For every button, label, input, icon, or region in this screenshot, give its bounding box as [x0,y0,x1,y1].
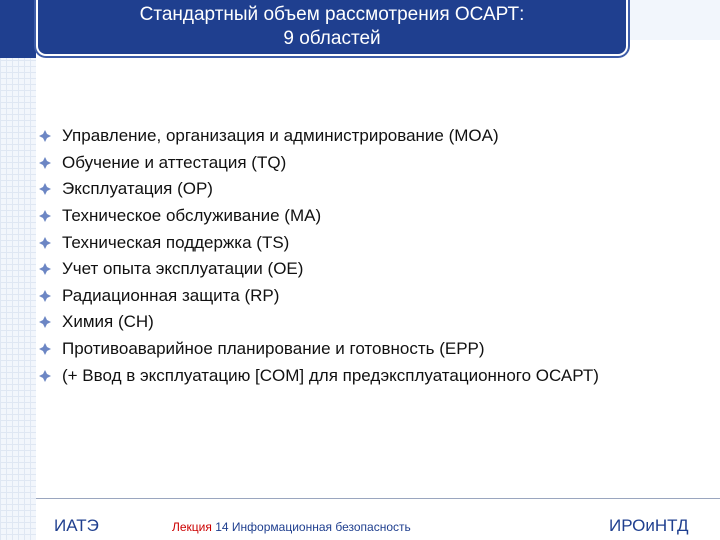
left-decorative-stripe [0,0,36,540]
slide-title-banner [36,0,628,56]
diamond-bullet-icon [38,342,52,356]
bullet-text: Обучение и аттестация (TQ) [62,152,287,172]
bullet-text: Техническая поддержка (TS) [62,232,290,252]
footer-institution: ИАТЭ [54,516,99,535]
list-item [38,336,708,363]
list-item [38,176,708,203]
diamond-bullet-icon [38,289,52,303]
footer-lecture-label: Лекция [172,520,212,534]
bullet-text: Химия (CH) [62,312,154,332]
bullet-list [38,123,708,389]
diamond-bullet-icon [38,262,52,276]
title-right-area [630,0,720,40]
list-item [38,203,708,230]
list-item [38,362,708,389]
slide-title-line-2: 9 областей [283,28,381,49]
diamond-bullet-icon [38,315,52,329]
bullet-text: Противоаварийное планирование и готовность (EPP) [62,339,485,359]
diamond-bullet-icon [38,369,52,383]
bullet-text: Эксплуатация (OP) [62,179,213,199]
bullet-text: (+ Ввод в эксплуатацию [COM] для предэксплуатационного ОСАРТ) [62,365,599,385]
diamond-bullet-icon [38,182,52,196]
diamond-bullet-icon [38,156,52,170]
list-item [38,283,708,310]
diamond-bullet-icon [38,129,52,143]
bullet-text: Управление, организация и администрирование (MOA) [62,126,499,146]
footer-department: ИРОиНТД [609,516,689,535]
bullet-text: Учет опыта эксплуатации (OE) [62,259,304,279]
footer-lecture-title: Информационная безопасность [231,520,411,534]
list-item [38,256,708,283]
bullet-text: Техническое обслуживание (MA) [62,206,322,226]
bullet-text: Радиационная защита (RP) [62,285,280,305]
diamond-bullet-icon [38,236,52,250]
slide-title-line-1: Стандартный объем рассмотрения ОСАРТ: [139,4,525,25]
list-item [38,229,708,256]
footer-lecture-info [172,520,411,534]
footer-divider [36,498,720,499]
diamond-bullet-icon [38,209,52,223]
footer-lecture-number: 14 [215,520,229,534]
left-stripe-header [0,0,36,58]
list-item [38,123,708,150]
list-item [38,150,708,177]
list-item [38,309,708,336]
